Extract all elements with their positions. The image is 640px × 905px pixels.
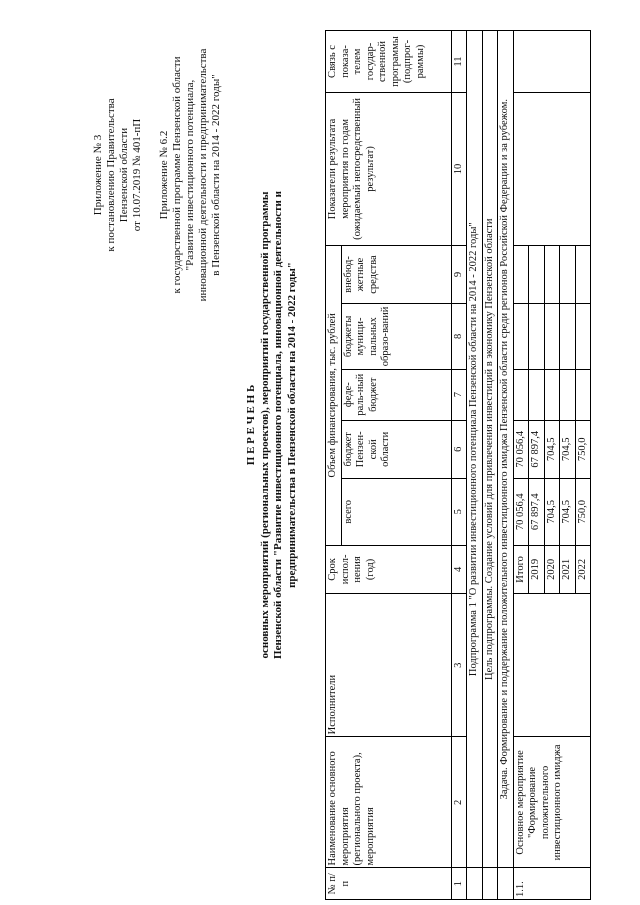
- row-municipal: [513, 304, 529, 370]
- row-total: 704,5: [560, 478, 576, 545]
- title-line3: Пензенской области "Развитие инвестиционного потенциала, инновационной деятельности и: [272, 191, 284, 659]
- row-federal: [560, 369, 576, 420]
- table-row: [513, 31, 529, 900]
- empty-cell: [467, 868, 483, 900]
- header-federal: феде-раль-ный бюджет: [341, 369, 451, 420]
- row-extra: [529, 245, 545, 303]
- row-municipal: [575, 304, 591, 370]
- row-extra: [575, 245, 591, 303]
- row-year: 2020: [544, 545, 560, 594]
- row-regional: 70 056,4: [513, 420, 529, 478]
- title-line4: предпринимательства в Пензенской области на 2014 - 2022 годы": [285, 262, 298, 588]
- col-num: 2: [451, 737, 467, 868]
- appendix-6-2-line4: инновационной деятельности и предпринимательства: [197, 48, 209, 302]
- col-num: 9: [451, 245, 467, 303]
- header-result: Показатели результата мероприятия по годам (ожидаемый непосредственный результат): [326, 92, 452, 245]
- row-municipal: [529, 304, 545, 370]
- row-municipal: [544, 304, 560, 370]
- col-num: 4: [451, 545, 467, 594]
- item-result: [513, 92, 591, 245]
- row-federal: [575, 369, 591, 420]
- title-line2: основных мероприятий (региональных проектов), мероприятий государственной программы: [258, 191, 271, 659]
- task-row: [498, 31, 514, 900]
- header-link: Связь с показа-телем государ-ственной программы (подпрог-раммы): [326, 31, 452, 93]
- row-extra: [513, 245, 529, 303]
- subprogram-goal: Цель подпрограммы. Создание условий для привлечения инвестиций в экономику Пензенской области: [482, 31, 498, 868]
- row-municipal: [560, 304, 576, 370]
- header-regional: бюджет Пензен-ской области: [341, 420, 451, 478]
- row-regional: 67 897,4: [529, 420, 545, 478]
- col-num: 10: [451, 92, 467, 245]
- appendix-6-2-title: Приложение № 6.2: [158, 130, 170, 220]
- row-extra: [544, 245, 560, 303]
- empty-cell: [498, 868, 514, 900]
- col-num: 5: [451, 478, 467, 545]
- appendix-3-line4: от 10.07.2019 № 401-пП: [131, 118, 143, 232]
- header-funding: Объем финансирования, тыс. рублей: [326, 245, 342, 545]
- header-term: Срок испол-нения (год): [326, 545, 452, 594]
- row-total: 70 056,4: [513, 478, 529, 545]
- item-number: 1.1.: [513, 868, 591, 900]
- col-num: 6: [451, 420, 467, 478]
- empty-cell: [482, 868, 498, 900]
- row-federal: [513, 369, 529, 420]
- row-year: Итого: [513, 545, 529, 594]
- row-total: 704,5: [544, 478, 560, 545]
- appendix-6-2-line5: в Пензенской области на 2014 - 2022 годы": [210, 74, 222, 276]
- appendix-3-line3: Пензенской области: [118, 127, 130, 223]
- goal-row: [482, 31, 498, 900]
- title-line1: П Е Р Е Ч Е Н Ь: [245, 384, 257, 466]
- header-executors: Исполнители: [326, 594, 452, 737]
- document-title: [245, 105, 299, 745]
- header-municipal: бюджеты муници-пальных образо-ваний: [341, 304, 451, 370]
- appendix-6-2-block: [158, 5, 223, 345]
- row-year: 2022: [575, 545, 591, 594]
- appendix-6-2-line2: к государственной программе Пензенской области: [171, 56, 183, 294]
- appendix-3-block: [92, 5, 144, 345]
- row-year: 2021: [560, 545, 576, 594]
- header-num: № п/п: [326, 868, 452, 900]
- header-total: всего: [341, 478, 451, 545]
- col-num: 3: [451, 594, 467, 737]
- table-header-row: [326, 31, 342, 900]
- appendix-3-title: Приложение № 3: [92, 134, 104, 216]
- appendix-6-2-line3: "Развитие инвестиционного потенциала,: [184, 79, 196, 271]
- item-name: Основное мероприятие "Формирование положительного инвестиционного имиджа: [513, 737, 591, 868]
- subprogram-row: [467, 31, 483, 900]
- row-extra: [560, 245, 576, 303]
- column-number-row: [451, 31, 467, 900]
- row-regional: 750,0: [575, 420, 591, 478]
- item-executors: [513, 594, 591, 737]
- col-num: 8: [451, 304, 467, 370]
- row-federal: [544, 369, 560, 420]
- col-num: 11: [451, 31, 467, 93]
- row-federal: [529, 369, 545, 420]
- row-year: 2019: [529, 545, 545, 594]
- col-num: 7: [451, 369, 467, 420]
- header-extra: внебюд-жетные средства: [341, 245, 451, 303]
- row-total: 67 897,4: [529, 478, 545, 545]
- subprogram-title: Подпрограмма 1 "О развитии инвестиционного потенциала Пензенской области на 2014 - 2022 годы": [467, 31, 483, 868]
- appendix-3-line2: к постановлению Правительства: [105, 98, 117, 252]
- measures-table: [325, 30, 591, 900]
- row-total: 750,0: [575, 478, 591, 545]
- col-num: 1: [451, 868, 467, 900]
- subprogram-task: Задача. Формирование и поддержание положительного инвестиционного имиджа Пензенской области среди регионов Российской Федерации и за рубежом.: [498, 31, 514, 868]
- item-link: [513, 31, 591, 93]
- row-regional: 704,5: [544, 420, 560, 478]
- header-name: Наименование основного мероприятия (регионального проекта), мероприятия: [326, 737, 452, 868]
- row-regional: 704,5: [560, 420, 576, 478]
